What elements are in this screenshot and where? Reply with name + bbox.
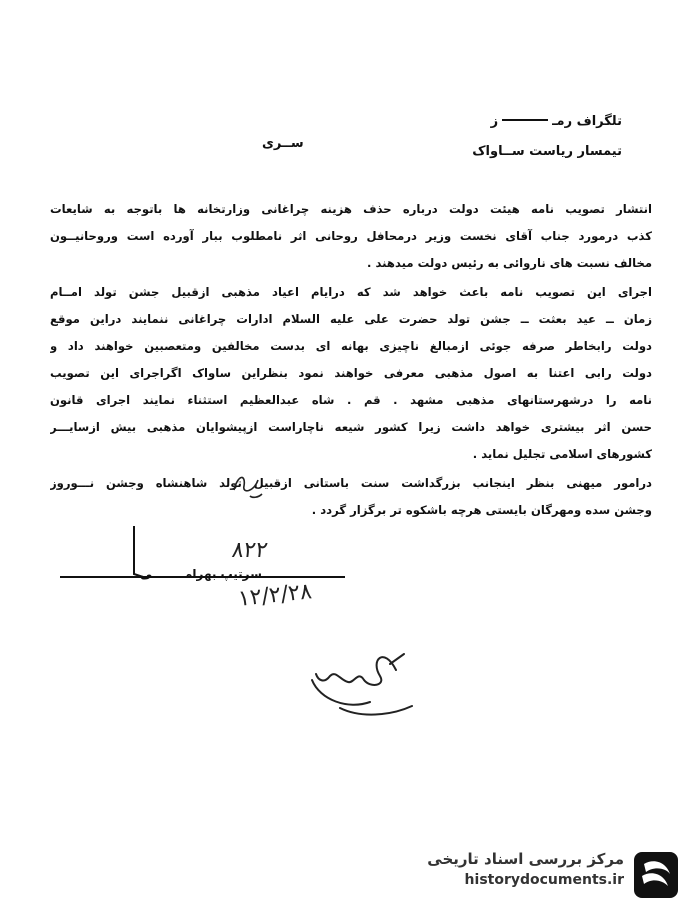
body-line: انتشار تصویب نامه هیئت دولت درباره حذف هزینه چراغانی وزارتخانه ها باتوجه به شایعات bbox=[50, 202, 652, 216]
body-line: کذب درمورد جناب آقای نخست وزیر درمحافل روحانی اثر نامطلوب ببار آورده است وروحانیــون bbox=[50, 229, 652, 243]
body-line: نامه را درشهرستانهای مذهبی مشهد . قم . شاه عبدالعظیم استثناء نمایند اجرای قانون bbox=[50, 393, 652, 407]
reference-number: ۸۲۲ bbox=[230, 538, 270, 563]
body-line: مخالف نسبت های ناروائی به رئیس دولت میدهند . bbox=[367, 256, 652, 270]
telegram-label-tail: ز bbox=[490, 114, 499, 129]
archive-logo-icon bbox=[632, 850, 680, 900]
handwritten-signature-icon bbox=[300, 640, 420, 730]
telegram-label: تلگراف رمـ bbox=[552, 114, 622, 129]
body-line: درامور میهنی بنظر اینجانب بزرگداشت سنت باستانی ازقبیل تولد شاهنشاه وجشن نـــوروز bbox=[50, 476, 652, 490]
footer-url: historydocuments.ir bbox=[464, 872, 624, 888]
body-line: زمان ــ عید بعثت ــ جشن تولد حضرت علی علیه السلام ادارات چراغانی ننمایند دراین موقع bbox=[50, 312, 652, 326]
body-line: دولت رابی اعتنا به اصول مذهبی معرفی خواهند نمود بنظراین ساواک اگراجرای این تصویب bbox=[50, 366, 652, 380]
body-line: وجشن سده ومهرگان بایستی هرچه باشکوه تر برگزار گردد . bbox=[311, 503, 652, 517]
signatory-name: سرتیپ بهرامــــــــی bbox=[140, 567, 262, 581]
footer-watermark bbox=[427, 850, 624, 888]
handwritten-date: ۱۲/۲/۲۸ bbox=[236, 579, 314, 612]
body-line: دولت رابخاطر صرفه جوئی ازمبالغ ناچیزی بهانه ای بدست مخالفین ومتعصبین خواهند داد و bbox=[50, 339, 652, 353]
footer-org-name: مرکز بررسی اسناد تاریخی bbox=[427, 850, 624, 868]
header-dash bbox=[502, 119, 548, 121]
recipient-line: تیمسار ریاست ســاواک bbox=[472, 144, 622, 159]
body-line: کشورهای اسلامی تجلیل نماید . bbox=[472, 447, 652, 461]
classification-label bbox=[262, 136, 304, 151]
letter-body bbox=[50, 196, 652, 524]
classification-text: ســری bbox=[262, 136, 304, 151]
body-line: اجرای این تصویب نامه باعث خواهد شد که درایام اعیاد مذهبی ازقبیل جشن تولد امــام bbox=[50, 285, 652, 299]
body-line: حسن اثر بیشتری خواهد داشت زیرا کشور شیعه ناچاراست ازپیشوایان مذهبی بیش ازسایـــر bbox=[50, 420, 652, 434]
handwritten-mark-icon bbox=[228, 470, 268, 500]
telegram-header bbox=[491, 114, 622, 129]
